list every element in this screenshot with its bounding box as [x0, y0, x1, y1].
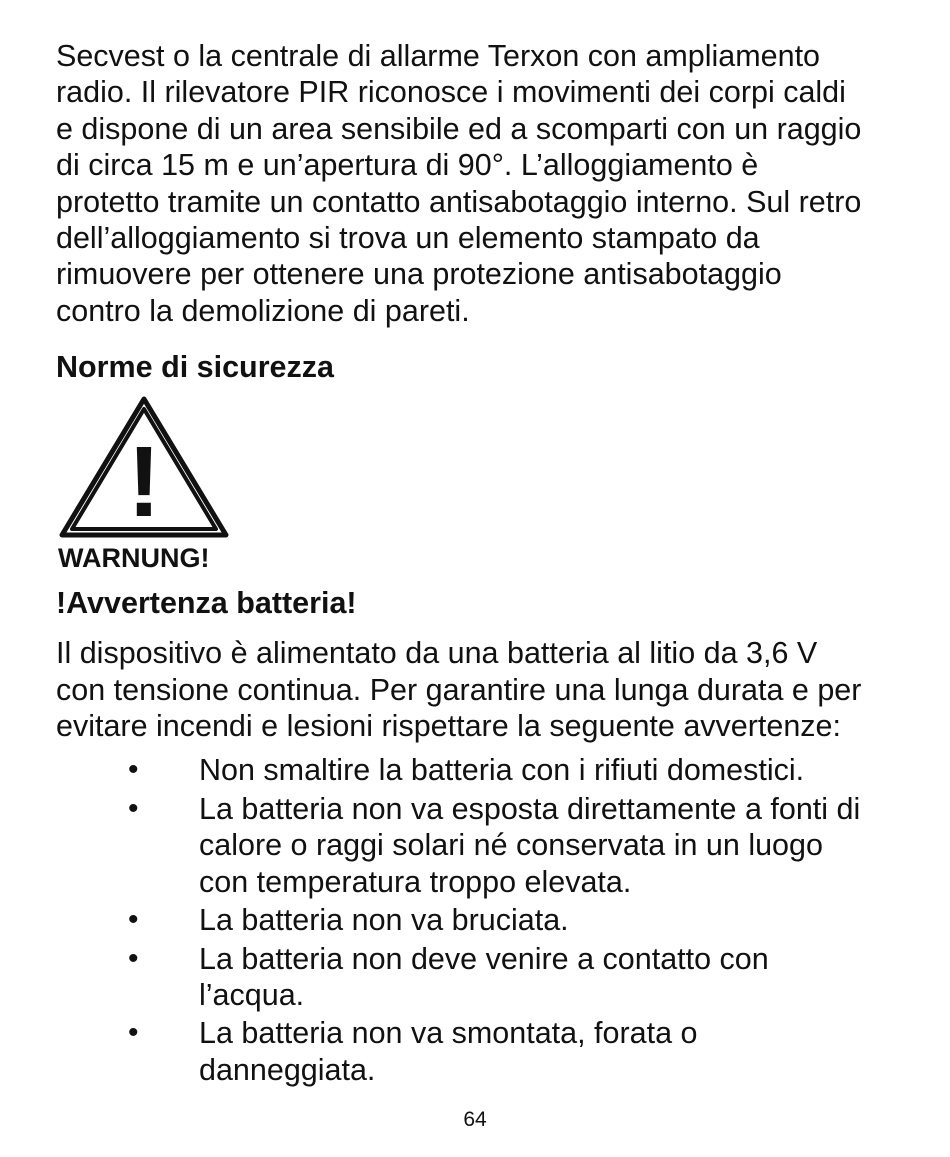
warning-symbol	[56, 395, 232, 571]
battery-intro-paragraph: Il dispositivo è alimentato da una batteria al litio da 3,6 V con tensione continua. Per garantire una lunga durata e per evitare incendi e lesioni rispettare la seguente avvertenze:	[56, 636, 862, 744]
list-item	[56, 902, 896, 938]
bullet-icon: •	[128, 941, 139, 975]
bullet-icon: •	[128, 903, 139, 937]
page-number: 64	[463, 1108, 487, 1131]
list-item	[56, 752, 896, 788]
intro-paragraph: Secvest o la centrale di allarme Terxon con ampliamento radio. Il rilevatore PIR riconosce i movimenti dei corpi caldi e dispone di un area sensibile ed a scomparti con un raggio di circa 15 m e un’apertura di 90°. L’alloggiamento è protetto tramite un contatto antisabotaggio interno. Sul retro dell’alloggiamento si trova un elemento stampato da rimuovere per ottenere una protezione antisabotaggio contro la demolizione di pareti.	[56, 39, 862, 328]
manual-page	[56, 38, 896, 1090]
list-item-text: La batteria non va smontata, forata o danneggiata.	[199, 1016, 698, 1087]
battery-warning-list	[56, 752, 896, 1088]
warning-exclamation-mark: !	[127, 426, 161, 539]
bullet-icon: •	[128, 753, 139, 787]
bullet-icon: •	[128, 1016, 139, 1050]
warning-label: WARNUNG!	[58, 543, 210, 572]
list-item-text: La batteria non va esposta direttamente a fonti di calore o raggi solari né conservata in un luogo con temperatura troppo elevata.	[199, 791, 861, 899]
warning-triangle-icon	[56, 395, 232, 571]
safety-heading: Norme di sicurezza	[56, 350, 334, 385]
list-item	[56, 941, 896, 1014]
list-item	[56, 1015, 896, 1088]
list-item	[56, 791, 896, 900]
battery-warning-heading: !Avvertenza batteria!	[56, 586, 357, 621]
list-item-text: Non smaltire la batteria con i rifiuti domestici.	[199, 753, 805, 788]
list-item-text: La batteria non deve venire a contatto con l’acqua.	[199, 941, 769, 1012]
bullet-icon: •	[128, 791, 139, 825]
list-item-text: La batteria non va bruciata.	[199, 903, 569, 938]
